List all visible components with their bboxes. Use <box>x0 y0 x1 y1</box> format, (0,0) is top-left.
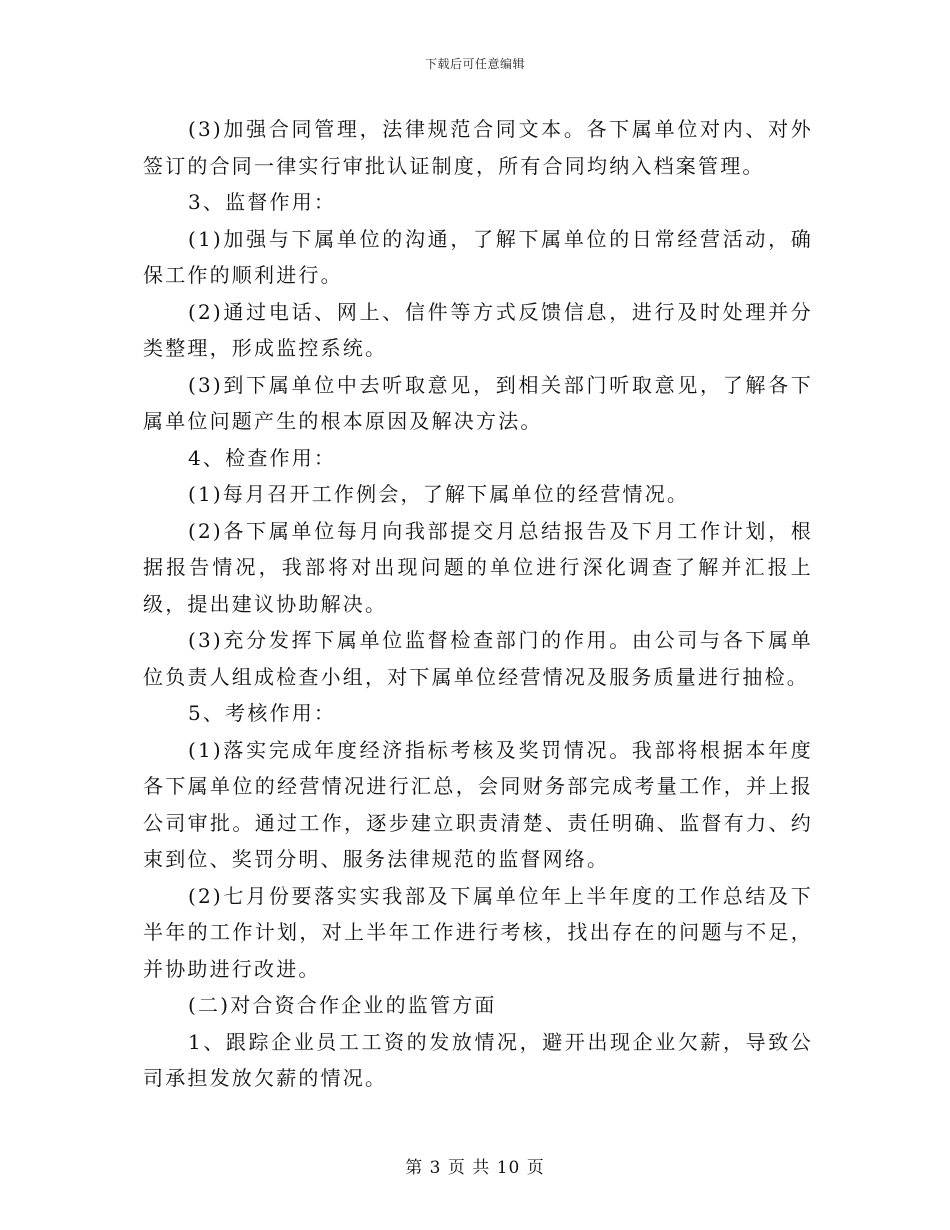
paragraph-inspection-1: (1)每月召开工作例会，了解下属单位的经营情况。 <box>188 482 690 506</box>
heading-joint-venture: (二)对合资合作企业的监管方面 <box>188 993 497 1017</box>
paragraph-assessment-2: (2)七月份要落实实我部及下属单位年上半年度的工作总结及下半年的工作计划，对上半年工作进行考核，找出存在的问题与不足，并协助进行改进。 <box>143 883 813 981</box>
paragraph-contract-management: (3)加强合同管理，法律规范合同文本。各下属单位对内、对外签订的合同一律实行审批认证制度，所有合同均纳入档案管理。 <box>143 117 813 178</box>
paragraph-supervision-2: (2)通过电话、网上、信件等方式反馈信息，进行及时处理并分类整理，形成监控系统。 <box>143 299 813 360</box>
document-body <box>143 111 813 1097</box>
paragraph-supervision-1: (1)加强与下属单位的沟通，了解下属单位的日常经营活动，确保工作的顺利进行。 <box>143 226 813 287</box>
heading-inspection: 4、检查作用： <box>188 445 337 470</box>
paragraph-inspection-2: (2)各下属单位每月向我部提交月总结报告及下月工作计划，根据报告情况，我部将对出现问题的单位进行深化调查了解并汇报上级，提出建议协助解决。 <box>143 518 813 616</box>
paragraph-assessment-1: (1)落实完成年度经济指标考核及奖罚情况。我部将根据本年度各下属单位的经营情况进行汇总，会同财务部完成考量工作，并上报公司审批。通过工作，逐步建立职责清楚、责任明确、监督有力、约束到位、奖罚分明、服务法律规范的监督网络。 <box>143 737 813 871</box>
page-footer: 第 3 页 共 10 页 <box>405 1158 545 1178</box>
paragraph-joint-venture-1: 1、跟踪企业员工工资的发放情况，避开出现企业欠薪，导致公司承担发放欠薪的情况。 <box>143 1029 813 1090</box>
page-header: 下载后可任意编辑 <box>424 57 525 71</box>
heading-assessment: 5、考核作用： <box>188 701 337 725</box>
heading-supervision: 3、监督作用： <box>188 190 337 214</box>
paragraph-inspection-3: (3)充分发挥下属单位监督检查部门的作用。由公司与各下属单位负责人组成检查小组，对下属单位经营情况及服务质量进行抽检。 <box>143 628 813 689</box>
paragraph-supervision-3: (3)到下属单位中去听取意见，到相关部门听取意见，了解各下属单位问题产生的根本原因及解决方法。 <box>143 372 813 433</box>
